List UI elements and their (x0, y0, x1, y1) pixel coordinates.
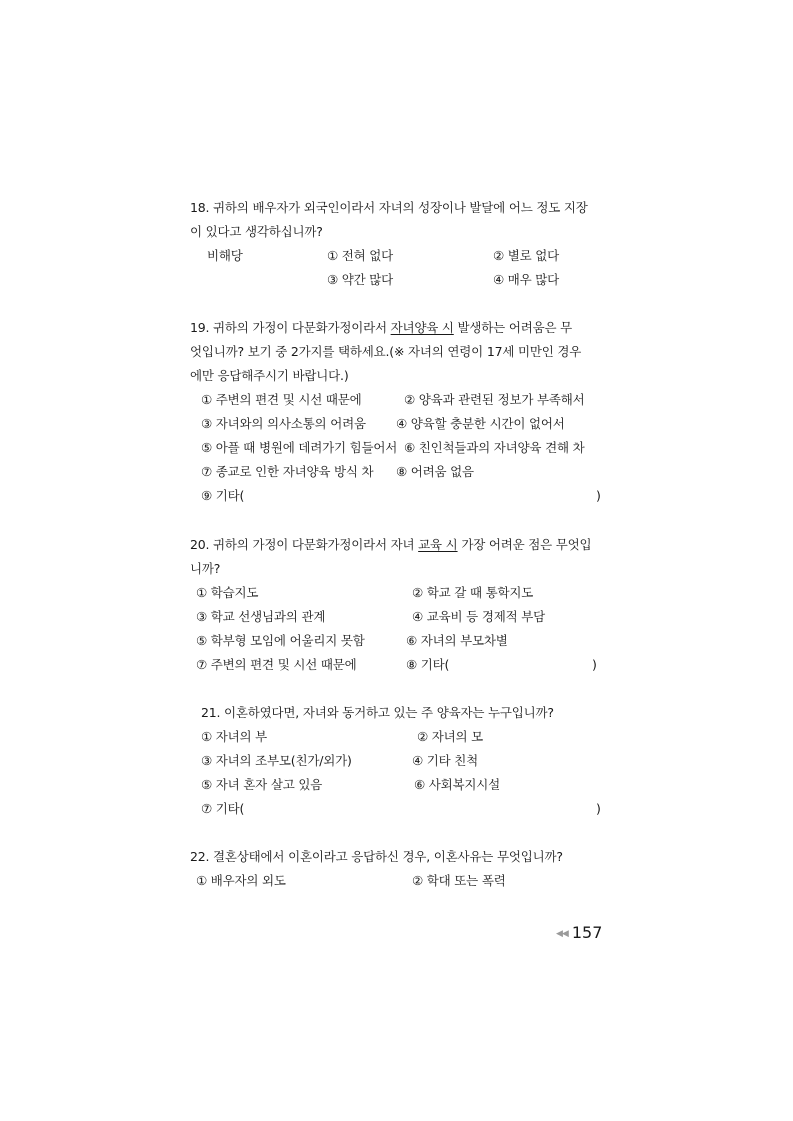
q19-option-9: ⑨ 기타( (201, 488, 245, 503)
q18-option-4: ④ 매우 많다 (493, 272, 560, 287)
q18-text-line2: 이 있다고 생각하십니까? (190, 224, 323, 239)
q20-option-5: ⑤ 학부형 모임에 어울리지 못함 (196, 633, 365, 648)
q21-option-4: ④ 기타 친척 (412, 753, 479, 768)
q19-option-3: ③ 자녀와의 의사소통의 어려움 (201, 416, 366, 431)
q20-option-1: ① 학습지도 (196, 585, 259, 600)
q19-option-4: ④ 양육할 충분한 시간이 없어서 (396, 416, 565, 431)
q21-option-7-close: ) (596, 801, 601, 816)
q20-text-line1-start: 20. 귀하의 가정이 다문화가정이라서 자녀 (190, 537, 419, 552)
q18-text-line1: 18. 귀하의 배우자가 외국인이라서 자녀의 성장이나 발달에 어느 정도 지장 (190, 200, 588, 215)
q20-text-line1-end: 가장 어려운 점은 무엇입 (457, 537, 592, 552)
q20-option-6: ⑥ 자녀의 부모차별 (406, 633, 508, 648)
q19-option-5: ⑤ 아플 때 병원에 데려가기 힘들어서 (201, 440, 398, 455)
q20-option-8: ⑧ 기타( (406, 657, 450, 672)
q20-option-2: ② 학교 갈 때 통학지도 (412, 585, 534, 600)
q22-option-1: ① 배우자의 외도 (196, 873, 286, 888)
q21-option-2: ② 자녀의 모 (417, 729, 484, 744)
q22-option-2: ② 학대 또는 폭력 (412, 873, 506, 888)
q21-option-7: ⑦ 기타( (201, 801, 245, 816)
q18-option-2: ② 별로 없다 (493, 248, 560, 263)
page-number: 157 (571, 923, 603, 942)
q21-option-5: ⑤ 자녀 혼자 살고 있음 (201, 777, 323, 792)
double-left-arrow-icon: ◀◀ (556, 929, 568, 939)
q19-option-8: ⑧ 어려움 없음 (396, 464, 474, 479)
q21-option-6: ⑥ 사회복지시설 (414, 777, 501, 792)
q21-option-1: ① 자녀의 부 (201, 729, 268, 744)
q20-option-8-close: ) (592, 657, 597, 672)
q19-text-line1-start: 19. 귀하의 가정이 다문화가정이라서 (190, 320, 391, 335)
q21-option-3: ③ 자녀의 조부모(친가/외가) (201, 753, 352, 768)
q18-option-1: ① 전혀 없다 (327, 248, 394, 263)
q19-option-7: ⑦ 종교로 인한 자녀양육 방식 차 (201, 464, 374, 479)
q19-text-line1-end: 발생하는 어려움은 무 (453, 320, 572, 335)
q19-text-line1 (190, 320, 572, 336)
q20-option-4: ④ 교육비 등 경제적 부담 (412, 609, 545, 624)
q19-option-6: ⑥ 친인척들과의 자녀양육 견해 차 (404, 440, 585, 455)
q19-option-2: ② 양육과 관련된 정보가 부족해서 (404, 392, 585, 407)
page-number-footer (556, 922, 606, 944)
q20-option-3: ③ 학교 선생님과의 관계 (196, 609, 326, 624)
q20-underlined-phrase: 교육 시 (418, 537, 458, 552)
q18-option-3: ③ 약간 많다 (327, 272, 394, 287)
q19-text-line2: 엇입니까? 보기 중 2가지를 택하세요.(※ 자녀의 연령이 17세 미만인 경우 (190, 344, 582, 359)
q22-text-line1: 22. 결혼상태에서 이혼이라고 응답하신 경우, 이혼사유는 무엇입니까? (190, 849, 563, 864)
q20-option-7: ⑦ 주변의 편견 및 시선 때문에 (196, 657, 357, 672)
q21-text-line1: 21. 이혼하였다면, 자녀와 동거하고 있는 주 양육자는 누구입니까? (201, 705, 554, 720)
q19-option-1: ① 주변의 편견 및 시선 때문에 (201, 392, 362, 407)
q19-underlined-phrase: 자녀양육 시 (390, 320, 454, 335)
q20-text-line1 (190, 537, 591, 553)
q19-text-line3: 에만 응답해주시기 바랍니다.) (190, 368, 349, 383)
q18-not-applicable: 비해당 (207, 248, 243, 263)
q20-text-line2: 니까? (190, 561, 221, 576)
q19-option-9-close: ) (596, 488, 601, 503)
